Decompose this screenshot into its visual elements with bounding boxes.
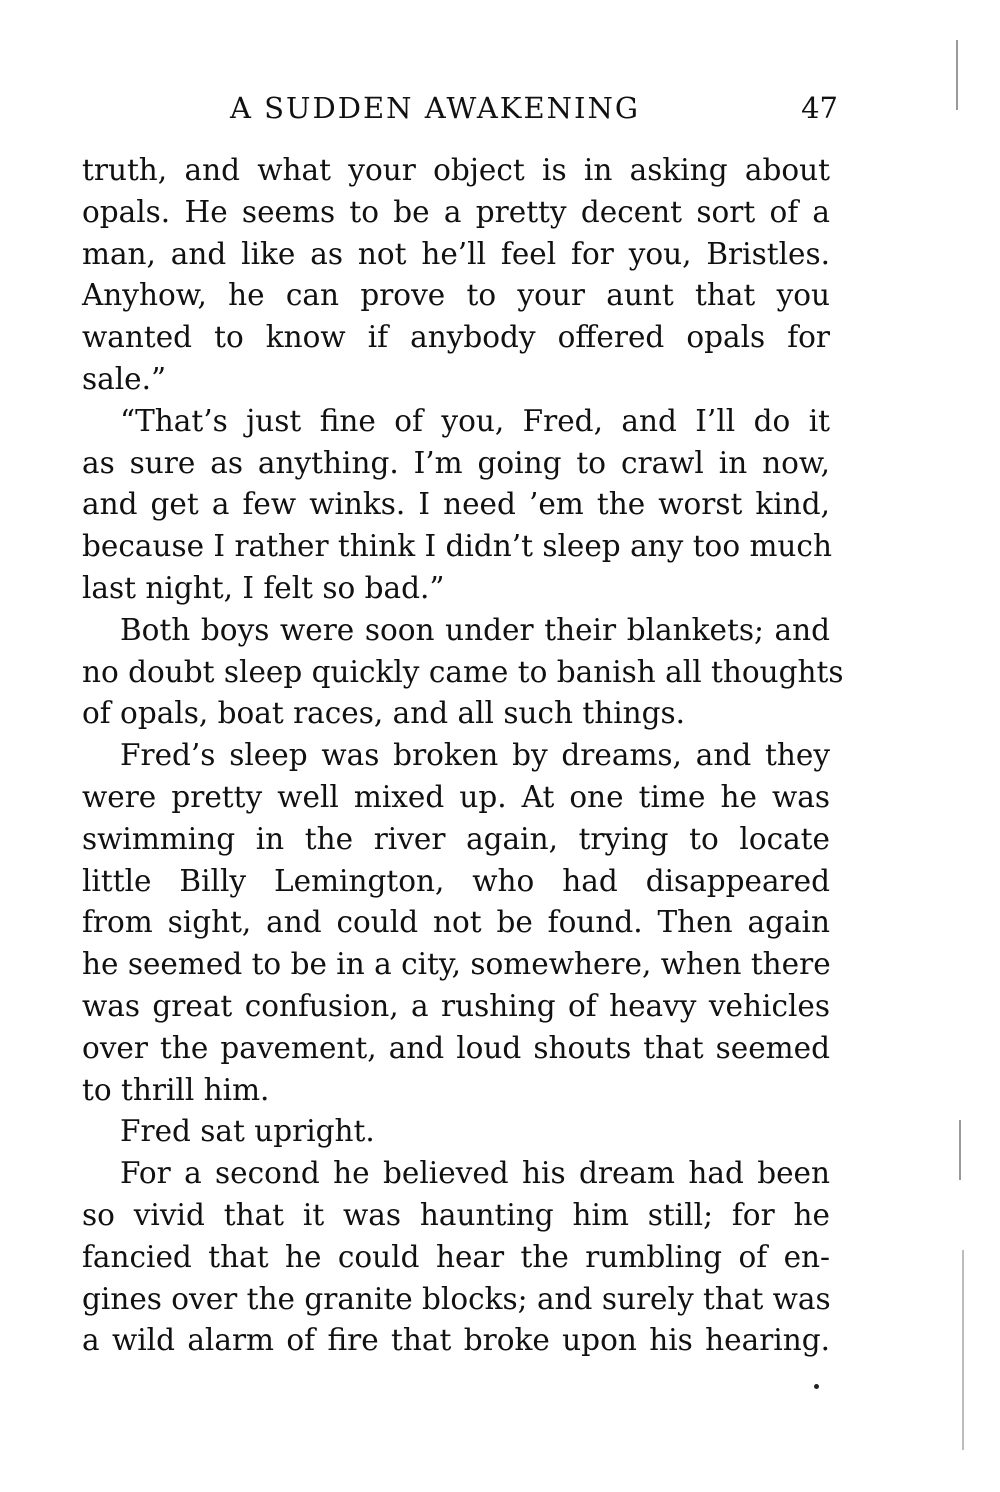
text-line: because I rather think I didn’t sleep any too much <box>82 529 832 564</box>
text-line: little Billy Lemington, who had disappeared <box>82 863 830 898</box>
text-line: Fred sat upright. <box>120 1114 375 1149</box>
text-line: as sure as anything. I’m going to crawl in now, <box>82 445 830 480</box>
text-line: truth, and what your object is in asking about <box>82 153 830 187</box>
text-line: over the pavement, and loud shouts that seemed <box>82 1030 830 1065</box>
text-line: last night, I felt so bad.” <box>82 570 445 605</box>
page-header <box>82 86 838 130</box>
text-line: he seemed to be in a city, somewhere, when there <box>82 947 831 982</box>
text-line: of opals, boat races, and all such things. <box>82 696 686 731</box>
ink-speck <box>814 1384 819 1389</box>
running-head: A SUDDEN AWAKENING <box>230 91 641 125</box>
text-line: no doubt sleep quickly came to banish all thoughts <box>82 654 844 689</box>
page-number: 47 <box>801 91 838 125</box>
text-line: “That’s just fine of you, Fred, and I’ll do it <box>120 403 830 438</box>
text-line: was great confusion, a rushing of heavy vehicles <box>82 988 830 1023</box>
scan-mark <box>962 1250 964 1450</box>
text-line: fancied that he could hear the rumbling of en- <box>82 1239 830 1274</box>
text-line: wanted to know if anybody offered opals for <box>82 320 830 355</box>
text-line: Anyhow, he can prove to your aunt that you <box>82 278 830 313</box>
scan-mark <box>956 40 958 110</box>
text-line: man, and like as not he’ll feel for you, Bristles. <box>82 236 830 271</box>
text-line: and get a few winks. I need ’em the worst kind, <box>82 487 830 522</box>
text-line: Fred’s sleep was broken by dreams, and they <box>120 738 830 773</box>
text-line: sale.” <box>82 361 167 396</box>
text-line: from sight, and could not be found. Then again <box>82 905 830 940</box>
text-line: were pretty well mixed up. At one time he was <box>82 779 830 814</box>
text-line: a wild alarm of fire that broke upon his hearing. <box>82 1323 830 1358</box>
scan-mark <box>959 1120 961 1180</box>
text-line: so vivid that it was haunting him still; for he <box>82 1197 830 1232</box>
text-line: to thrill him. <box>82 1072 270 1107</box>
text-line: gines over the granite blocks; and surely that was <box>82 1281 831 1316</box>
text-line: Both boys were soon under their blankets; and <box>120 612 830 647</box>
text-line: swimming in the river again, trying to locate <box>82 821 830 856</box>
body-text <box>82 150 844 1362</box>
text-line: opals. He seems to be a pretty decent sort of a <box>82 194 830 229</box>
scan-edge-artifact <box>950 0 970 1492</box>
text-line: For a second he believed his dream had been <box>120 1156 830 1191</box>
